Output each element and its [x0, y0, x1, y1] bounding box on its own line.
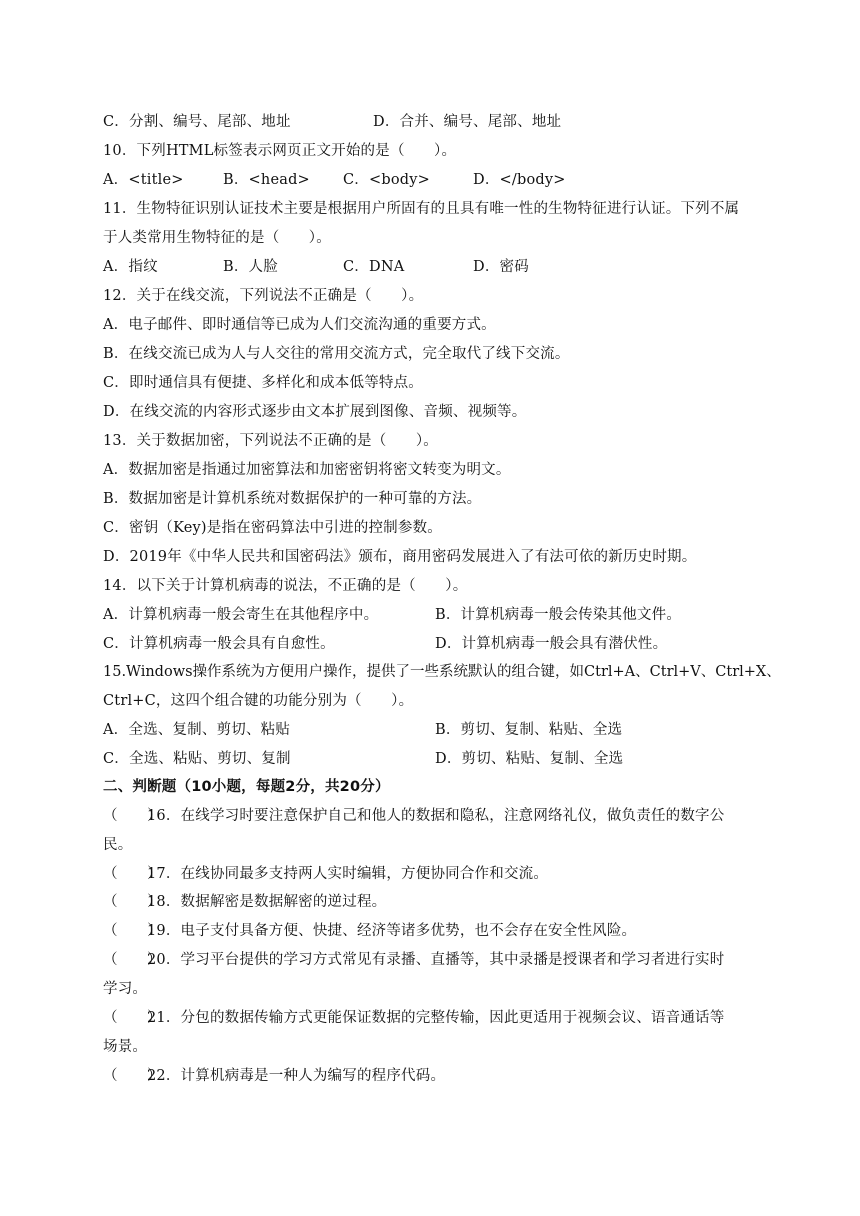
answer-blank[interactable]: （ ） — [103, 1010, 162, 1026]
q17-text: 17．在线协同最多支持两人实时编辑，方便协同合作和交流。 — [147, 866, 549, 882]
q20-line2: 学习。 — [103, 981, 148, 997]
q13-option-c: C．密钥（Key)是指在密码算法中引进的控制参数。 — [103, 520, 442, 536]
q11-option-d: D．密码 — [473, 259, 529, 275]
q12-option-d: D．在线交流的内容形式逐步由文本扩展到图像、音频、视频等。 — [103, 404, 527, 420]
q16-line2: 民。 — [103, 837, 133, 853]
q11-stem-line1: 11．生物特征识别认证技术主要是根据用户所固有的且具有唯一性的生物特征进行认证。下列不属 — [103, 201, 740, 217]
answer-blank[interactable]: （ ） — [103, 866, 162, 882]
q12-option-b: B．在线交流已成为人与人交往的常用交流方式，完全取代了线下交流。 — [103, 346, 570, 362]
answer-blank[interactable]: （ ） — [103, 894, 162, 910]
answer-blank[interactable]: （ ） — [103, 1068, 162, 1084]
q12-stem: 12．关于在线交流，下列说法不正确是（ ）。 — [103, 288, 424, 304]
q15-option-d: D．剪切、粘贴、复制、全选 — [435, 751, 624, 767]
q22-line — [103, 1066, 445, 1086]
q10-option-b: B．<head> — [223, 172, 310, 188]
q9-option-d: D．合并、编号、尾部、地址 — [373, 114, 562, 130]
q18-line — [103, 892, 386, 912]
q9-option-c: C．分割、编号、尾部、地址 — [103, 114, 291, 130]
q10-option-a: A．<title> — [103, 172, 184, 188]
q13-stem: 13．关于数据加密，下列说法不正确的是（ ）。 — [103, 433, 438, 449]
q15-option-b: B．剪切、复制、粘贴、全选 — [435, 722, 623, 738]
q14-option-d: D．计算机病毒一般会具有潜伏性。 — [435, 636, 668, 652]
q21-line2: 场景。 — [103, 1039, 148, 1055]
q11-option-c: C．DNA — [343, 259, 405, 275]
answer-blank[interactable]: （ ） — [103, 923, 162, 939]
section-2-heading: 二、判断题（10小题，每题2分，共20分） — [103, 779, 390, 795]
q14-option-c: C．计算机病毒一般会具有自愈性。 — [103, 636, 335, 652]
q13-option-a: A．数据加密是指通过加密算法和加密密钥将密文转变为明文。 — [103, 462, 511, 478]
q16-line1 — [103, 806, 724, 826]
q15-option-c: C．全选、粘贴、剪切、复制 — [103, 751, 291, 767]
q16-text: 16．在线学习时要注意保护自己和他人的数据和隐私，注意网络礼仪，做负责任的数字公 — [147, 808, 725, 824]
q20-text: 20．学习平台提供的学习方式常见有录播、直播等，其中录播是授课者和学习者进行实时 — [147, 952, 725, 968]
q19-text: 19．电子支付具备方便、快捷、经济等诸多优势，也不会存在安全性风险。 — [147, 923, 637, 939]
q17-line — [103, 864, 548, 884]
q15-option-a: A．全选、复制、剪切、粘贴 — [103, 722, 291, 738]
q14-option-a: A．计算机病毒一般会寄生在其他程序中。 — [103, 607, 379, 623]
q19-line — [103, 921, 636, 941]
q10-stem: 10．下列HTML标签表示网页正文开始的是（ ）。 — [103, 143, 457, 159]
q15-stem-line1: 15.Windows操作系统为方便用户操作，提供了一些系统默认的组合键，如Ctrl+A、Ctrl+V、Ctrl+X、 — [103, 664, 781, 680]
q15-stem-line2: Ctrl+C，这四个组合键的功能分别为（ ）。 — [103, 693, 414, 709]
q13-option-d: D．2019年《中华人民共和国密码法》颁布，商用密码发展进入了有法可依的新历史时期。 — [103, 549, 697, 565]
q12-option-c: C．即时通信具有便捷、多样化和成本低等特点。 — [103, 375, 423, 391]
q20-line1 — [103, 950, 724, 970]
q11-stem-line2: 于人类常用生物特征的是（ ）。 — [103, 230, 331, 246]
q10-option-d: D．</body> — [473, 172, 566, 188]
q13-option-b: B．数据加密是计算机系统对数据保护的一种可靠的方法。 — [103, 491, 482, 507]
q21-text: 21．分包的数据传输方式更能保证数据的完整传输，因此更适用于视频会议、语音通话等 — [147, 1010, 725, 1026]
answer-blank[interactable]: （ ） — [103, 808, 162, 824]
q10-option-c: C．<body> — [343, 172, 430, 188]
q22-text: 22．计算机病毒是一种人为编写的程序代码。 — [147, 1068, 446, 1084]
q14-option-b: B．计算机病毒一般会传染其他文件。 — [435, 607, 682, 623]
q18-text: 18．数据解密是数据解密的逆过程。 — [147, 894, 387, 910]
q14-stem: 14．以下关于计算机病毒的说法，不正确的是（ ）。 — [103, 578, 468, 594]
answer-blank[interactable]: （ ） — [103, 952, 162, 968]
q21-line1 — [103, 1008, 724, 1028]
q12-option-a: A．电子邮件、即时通信等已成为人们交流沟通的重要方式。 — [103, 317, 496, 333]
q11-option-a: A．指纹 — [103, 259, 158, 275]
q11-option-b: B．人脸 — [223, 259, 278, 275]
